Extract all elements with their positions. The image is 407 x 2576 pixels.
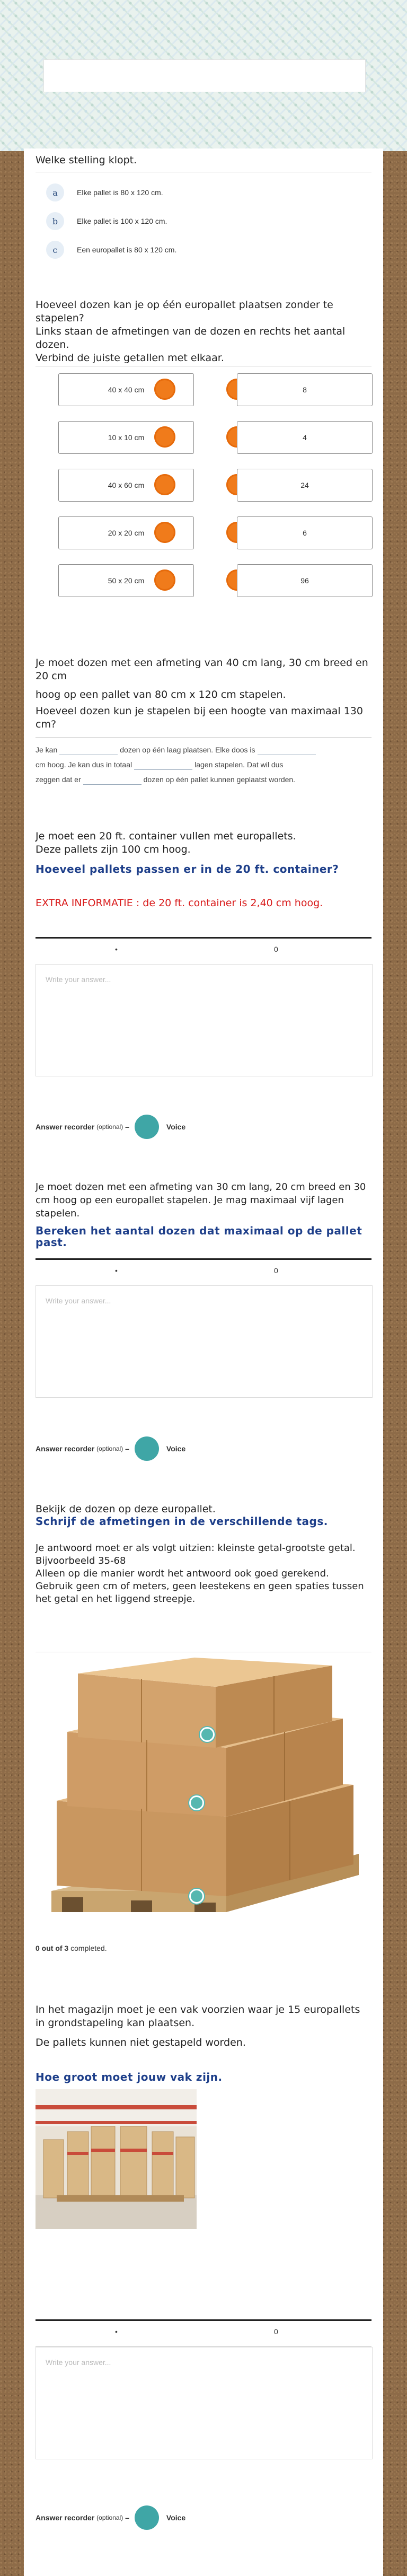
q1-title: Welke stelling klopt. bbox=[36, 154, 137, 166]
recorder-label: Answer recorder bbox=[36, 2513, 95, 2522]
match-left-4[interactable]: 20 x 20 cm bbox=[58, 516, 194, 549]
q6-instruction-line: Je antwoord moet er als volgt uitzien: kleinste getal-grootste getal. bbox=[36, 1543, 356, 1554]
blank-input-2[interactable] bbox=[258, 746, 316, 755]
match-right-1[interactable]: 8 bbox=[237, 373, 373, 406]
match-right-3[interactable]: 24 bbox=[237, 469, 373, 502]
option-text: Een europallet is 80 x 120 cm. bbox=[77, 246, 177, 254]
match-dot-left[interactable] bbox=[154, 426, 175, 448]
toolbar-right-mark: 0 bbox=[274, 945, 278, 953]
q6-line-1: Bekijk de dozen op deze europallet. bbox=[36, 1503, 216, 1515]
fill-text: cm hoog. Je kan dus in totaal bbox=[36, 760, 132, 769]
answer-placeholder: Write your answer... bbox=[46, 975, 111, 984]
pallet-illustration bbox=[36, 1658, 371, 1932]
voice-label: Voice bbox=[166, 2513, 186, 2522]
recorder-dash: – bbox=[125, 2513, 129, 2522]
voice-label: Voice bbox=[166, 1444, 186, 1453]
answer-recorder bbox=[36, 1436, 185, 1461]
q6-instructions bbox=[36, 1542, 371, 1606]
match-dot-left[interactable] bbox=[154, 379, 175, 400]
completed-label: completed. bbox=[70, 1944, 107, 1952]
q3-line-2: hoog op een pallet van 80 cm x 120 cm stapelen. bbox=[36, 689, 286, 700]
option-text: Elke pallet is 100 x 120 cm. bbox=[77, 217, 167, 225]
q7-line-2: De pallets kunnen niet gestapeld worden. bbox=[36, 2037, 246, 2048]
match-dot-left[interactable] bbox=[154, 522, 175, 543]
voice-label: Voice bbox=[166, 1123, 186, 1131]
recorder-optional: (optional) bbox=[96, 1445, 123, 1452]
recorder-label: Answer recorder bbox=[36, 1123, 95, 1131]
q2-line-3: Verbind de juiste getallen met elkaar. bbox=[36, 352, 224, 364]
fill-text: dozen op één pallet kunnen geplaatst worden. bbox=[143, 775, 296, 784]
match-right-5[interactable]: 96 bbox=[237, 564, 373, 597]
q3-line-3: Hoeveel dozen kun je stapelen bij een hoogte van maximaal 130 cm? bbox=[36, 705, 363, 730]
blank-input-3[interactable] bbox=[134, 761, 192, 770]
answer-recorder bbox=[36, 2505, 185, 2530]
completed-count: 0 out of 3 bbox=[36, 1944, 69, 1952]
answer-tag-hotspot[interactable] bbox=[200, 1727, 215, 1742]
q4-extra-info: EXTRA INFORMATIE : de 20 ft. container is 2,40 cm hoog. bbox=[36, 897, 323, 909]
lesson-title-box bbox=[43, 59, 366, 92]
completion-status bbox=[36, 1944, 371, 1952]
toolbar-right-mark: 0 bbox=[274, 1266, 278, 1275]
fill-text: zeggen dat er bbox=[36, 775, 81, 784]
blank-input-1[interactable] bbox=[59, 746, 118, 755]
match-right-2[interactable]: 4 bbox=[237, 421, 373, 454]
q6-instruction-line: Gebruik geen cm of meters, geen leestekens en geen spaties tussen het getal en het liggend streepje. bbox=[36, 1581, 364, 1605]
match-dot-left[interactable] bbox=[154, 474, 175, 495]
fill-text: Je kan bbox=[36, 746, 58, 754]
fill-text: dozen op één laag plaatsen. Elke doos is bbox=[120, 746, 255, 754]
recorder-optional: (optional) bbox=[96, 2514, 123, 2521]
q4-line-2: Deze pallets zijn 100 cm hoog. bbox=[36, 844, 191, 855]
toolbar-left-mark: • bbox=[115, 1266, 118, 1275]
answer-toolbar bbox=[36, 1258, 371, 1286]
q2-line-2: Links staan de afmetingen van de dozen en rechts het aantal dozen. bbox=[36, 326, 346, 351]
answer-textarea[interactable] bbox=[36, 1285, 373, 1398]
q5-bold-question: Bereken het aantal dozen dat maximaal op de pallet past. bbox=[36, 1224, 362, 1249]
blank-input-4[interactable] bbox=[83, 776, 141, 785]
match-dot-left[interactable] bbox=[154, 569, 175, 591]
toolbar-right-mark: 0 bbox=[274, 2327, 278, 2336]
answer-placeholder: Write your answer... bbox=[46, 1296, 111, 1305]
answer-placeholder: Write your answer... bbox=[46, 2358, 111, 2367]
answer-textarea[interactable] bbox=[36, 2347, 373, 2459]
q6-instruction-line: Bijvoorbeeld 35-68 bbox=[36, 1555, 126, 1566]
answer-toolbar bbox=[36, 2319, 371, 2347]
record-voice-button[interactable] bbox=[135, 1436, 159, 1461]
divider bbox=[36, 737, 371, 738]
option-letter-b: b bbox=[46, 212, 64, 230]
record-voice-button[interactable] bbox=[135, 1115, 159, 1139]
match-left-1[interactable]: 40 x 40 cm bbox=[58, 373, 194, 406]
option-letter-a: a bbox=[46, 183, 64, 201]
recorder-optional: (optional) bbox=[96, 1123, 123, 1131]
toolbar-left-mark: • bbox=[115, 945, 118, 953]
pallet-boxes-image bbox=[36, 1658, 371, 1932]
q5-line-1: Je moet dozen met een afmeting van 30 cm lang, 20 cm breed en 30 cm hoog op een europallet stapelen. Je mag maximaal vijf lagen stapelen. bbox=[36, 1181, 366, 1219]
answer-textarea[interactable] bbox=[36, 964, 373, 1076]
toolbar-left-mark: • bbox=[115, 2327, 118, 2336]
option-text: Elke pallet is 80 x 120 cm. bbox=[77, 188, 163, 197]
q7-bold-question: Hoe groot moet jouw vak zijn. bbox=[36, 2071, 223, 2083]
q3-fill-block bbox=[36, 742, 371, 787]
worksheet-page bbox=[24, 148, 383, 2576]
recorder-dash: – bbox=[125, 1444, 129, 1453]
q1-option-b[interactable] bbox=[46, 212, 167, 230]
q2-line-1: Hoeveel dozen kan je op één europallet plaatsen zonder te stapelen? bbox=[36, 299, 333, 324]
recorder-dash: – bbox=[125, 1123, 129, 1131]
warehouse-illustration bbox=[36, 2089, 197, 2229]
q6-bold-instruction: Schrijf de afmetingen in de verschillende tags. bbox=[36, 1515, 328, 1528]
match-right-4[interactable]: 6 bbox=[237, 516, 373, 549]
match-left-2[interactable]: 10 x 10 cm bbox=[58, 421, 194, 454]
answer-tag-hotspot[interactable] bbox=[189, 1889, 204, 1904]
q6-instruction-line: Alleen op die manier wordt het antwoord ook goed gerekend. bbox=[36, 1568, 329, 1579]
option-letter-c: c bbox=[46, 241, 64, 259]
answer-tag-hotspot[interactable] bbox=[189, 1795, 204, 1810]
match-left-5[interactable]: 50 x 20 cm bbox=[58, 564, 194, 597]
answer-recorder bbox=[36, 1114, 185, 1140]
warehouse-image bbox=[36, 2089, 197, 2229]
record-voice-button[interactable] bbox=[135, 2505, 159, 2530]
q1-option-c[interactable] bbox=[46, 241, 176, 259]
fill-text: lagen stapelen. Dat wil dus bbox=[194, 760, 284, 769]
q1-option-a[interactable] bbox=[46, 183, 163, 201]
q4-line-1: Je moet een 20 ft. container vullen met europallets. bbox=[36, 830, 296, 842]
q4-bold-question: Hoeveel pallets passen er in de 20 ft. container? bbox=[36, 863, 339, 875]
match-left-3[interactable]: 40 x 60 cm bbox=[58, 469, 194, 502]
q7-line-1: In het magazijn moet je een vak voorzien waar je 15 europallets in grondstapeling kan plaatsen. bbox=[36, 2004, 360, 2029]
answer-toolbar bbox=[36, 937, 371, 965]
recorder-label: Answer recorder bbox=[36, 1444, 95, 1453]
q3-line-1: Je moet dozen met een afmeting van 40 cm lang, 30 cm breed en 20 cm bbox=[36, 657, 368, 682]
